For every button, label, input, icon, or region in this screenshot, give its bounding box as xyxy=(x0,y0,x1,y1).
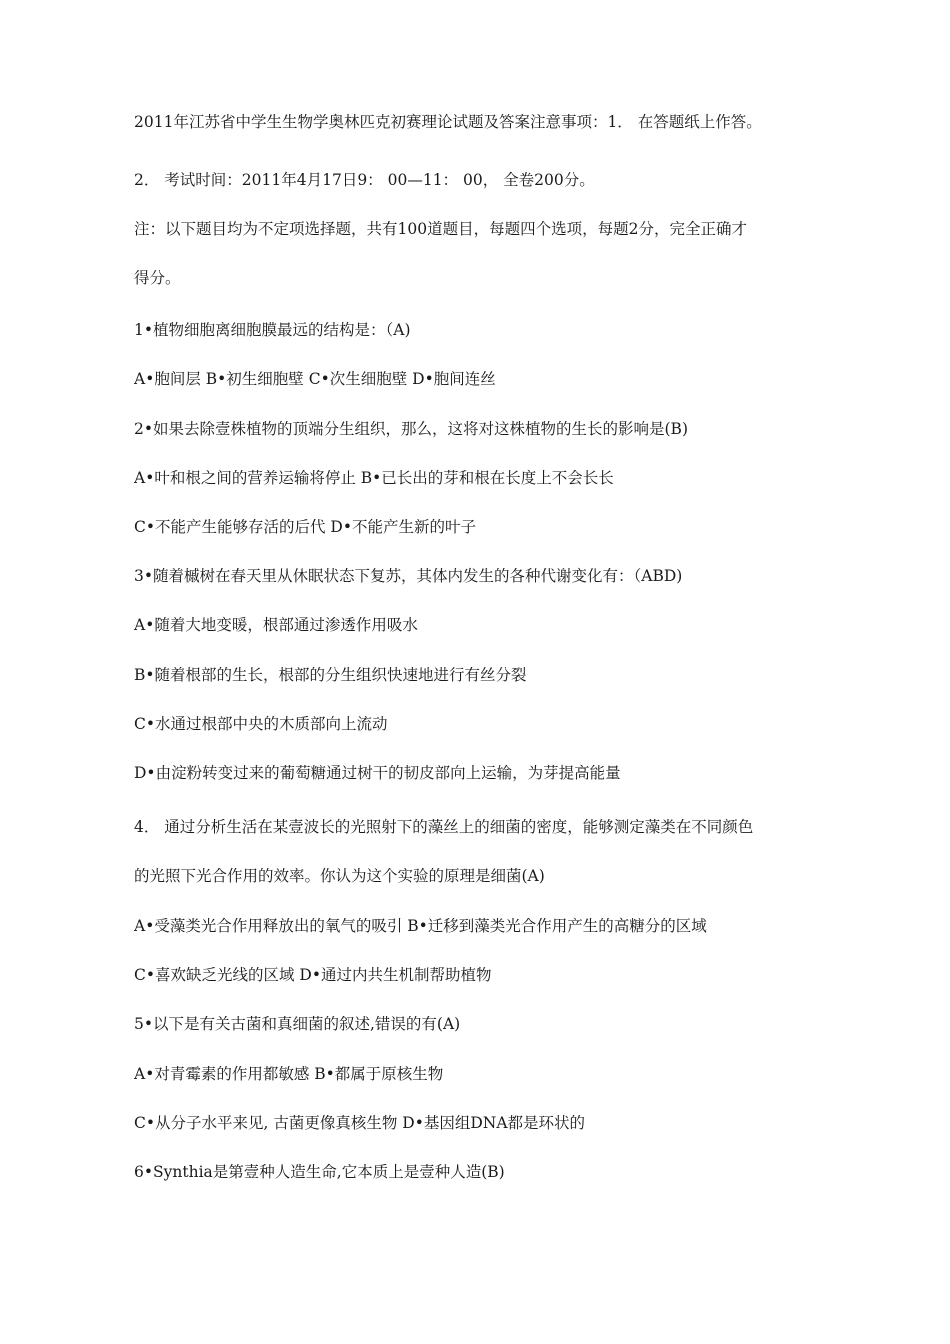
question-5-options-ab: A•对青霉素的作用都敏感 B•都属于原核生物 xyxy=(134,1065,444,1083)
question-4-continued: 的光照下光合作用的效率。你认为这个实验的原理是细菌(A) xyxy=(134,867,545,885)
exam-time-line: 2． 考试时间：2011年4月17日9： 00—11： 00， 全卷200分。 xyxy=(134,171,595,189)
question-4-options-cd: C•喜欢缺乏光线的区域 D•通过内共生机制帮助植物 xyxy=(134,966,492,984)
note-line: 注：以下题目均为不定项选择题，共有100道题目，每题四个选项，每题2分，完全正确才 xyxy=(134,220,747,238)
question-6: 6•Synthia是第壹种人造生命,它本质上是壹种人造(B) xyxy=(134,1163,505,1181)
header-line: 2011年江苏省中学生生物学奥林匹克初赛理论试题及答案注意事项：1． 在答题纸上作答。 xyxy=(134,113,762,131)
question-3-option-b: B•随着根部的生长，根部的分生组织快速地进行有丝分裂 xyxy=(134,666,527,684)
question-4: 4． 通过分析生活在某壹波长的光照射下的藻丝上的细菌的密度，能够测定藻类在不同颜色 xyxy=(134,818,754,836)
question-3-option-c: C•水通过根部中央的木质部向上流动 xyxy=(134,715,388,733)
question-2-options-cd: C•不能产生能够存活的后代 D•不能产生新的叶子 xyxy=(134,518,477,536)
question-2: 2•如果去除壹株植物的顶端分生组织，那么，这将对这株植物的生长的影响是(B) xyxy=(134,420,688,438)
question-3: 3•随着槭树在春天里从休眠状态下复苏，其体内发生的各种代谢变化有：（ABD) xyxy=(134,567,683,585)
note-line-continued: 得分。 xyxy=(134,269,181,287)
question-3-option-a: A•随着大地变暖，根部通过渗透作用吸水 xyxy=(134,616,418,634)
question-1: 1•植物细胞离细胞膜最远的结构是：（A) xyxy=(134,321,411,339)
question-5-options-cd: C•从分子水平来见, 古菌更像真核生物 D•基因组DNA都是环状的 xyxy=(134,1114,586,1132)
question-3-option-d: D•由淀粉转变过来的葡萄糖通过树干的韧皮部向上运输，为芽提高能量 xyxy=(134,764,621,782)
question-2-options-ab: A•叶和根之间的营养运输将停止 B•已长出的芽和根在长度上不会长长 xyxy=(134,469,614,487)
question-4-options-ab: A•受藻类光合作用释放出的氧气的吸引 B•迁移到藻类光合作用产生的高糖分的区域 xyxy=(134,917,707,935)
question-5: 5•以下是有关古菌和真细菌的叙述,错误的有(A) xyxy=(134,1015,461,1033)
question-1-options: A•胞间层 B•初生细胞壁 C•次生细胞壁 D•胞间连丝 xyxy=(134,370,496,388)
